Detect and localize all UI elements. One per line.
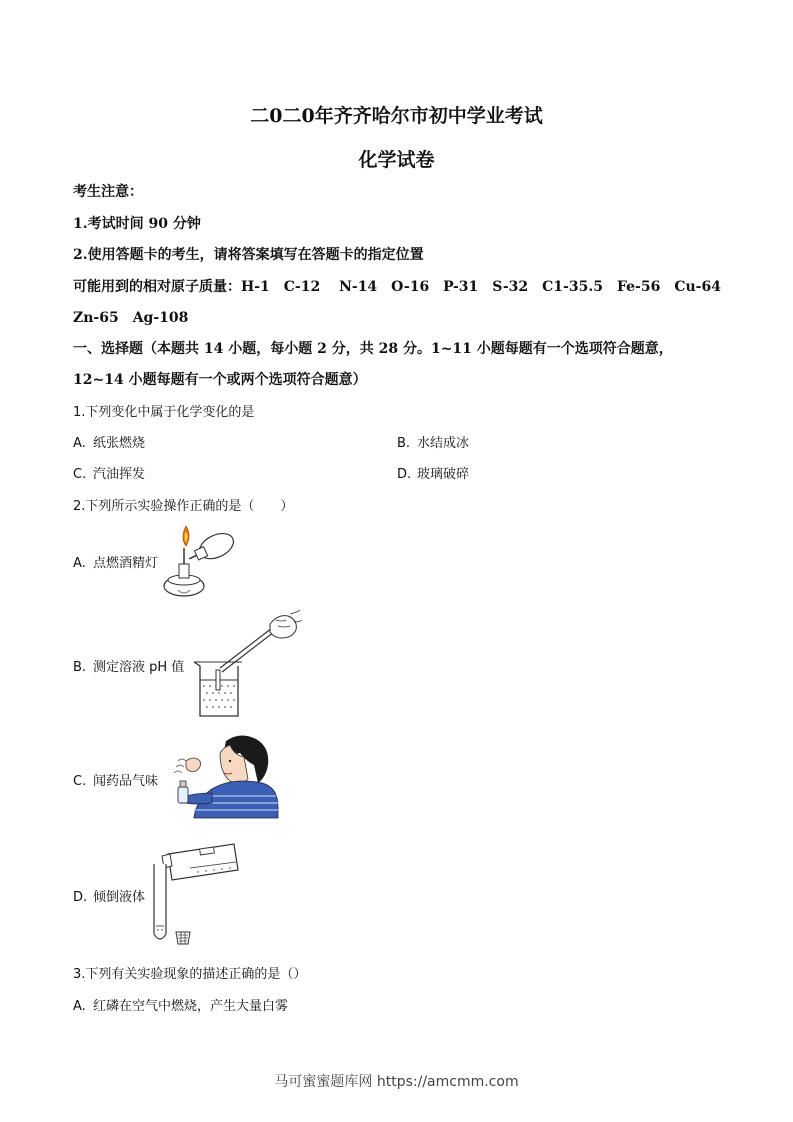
option-text: 倾倒液体 <box>93 890 146 905</box>
option-text: 水结成冰 <box>417 436 470 451</box>
question-1-option-b <box>397 432 469 451</box>
question-2-option-c <box>73 770 158 789</box>
exam-title: 二0二0年齐齐哈尔市初中学业考试 <box>250 105 543 127</box>
atomic-mass-line-2: Zn-65 Ag-108 <box>73 310 189 326</box>
option-letter: B. <box>397 436 411 451</box>
alcohol-lamp-lighting-icon <box>160 520 240 602</box>
option-letter: A. <box>73 436 86 451</box>
question-1-option-a <box>73 432 145 451</box>
smelling-chemical-icon <box>168 733 280 818</box>
option-text: 闻药品气味 <box>93 774 159 789</box>
question-2-option-b <box>73 656 184 675</box>
option-letter: A. <box>73 556 86 571</box>
question-2-option-a <box>73 552 158 571</box>
ph-test-beaker-icon <box>190 610 302 720</box>
question-1-option-d <box>397 463 469 482</box>
option-text: 玻璃破碎 <box>417 467 470 482</box>
option-text: 测定溶液 pH 值 <box>93 660 185 675</box>
section-1-instructions-line-1: 一、选择题（本题共 14 小题，每小题 2 分，共 28 分。1~11 小题每题有一个选项符合题意， <box>73 341 673 357</box>
question-2-stem: 2.下列所示实验操作正确的是（ ） <box>73 499 294 514</box>
option-text: 点燃酒精灯 <box>93 556 159 571</box>
option-letter: A. <box>73 999 86 1014</box>
option-letter: C. <box>73 774 87 789</box>
notice-heading: 考生注意： <box>73 184 143 200</box>
question-1-stem: 1.下列变化中属于化学变化的是 <box>73 405 255 420</box>
footer-watermark-link[interactable]: 马可蜜蜜题库网 https://amcmm.com <box>274 1074 519 1090</box>
question-2-option-d <box>73 886 145 905</box>
atomic-mass-line-1: 可能用到的相对原子质量：H-1 C-12 N-14 O-16 P-31 S-32 C1-35.5 Fe-56 Cu-64 <box>73 279 721 295</box>
option-letter: C. <box>73 467 87 482</box>
option-letter: D. <box>397 467 412 482</box>
question-3-stem: 3.下列有关实验现象的描述正确的是（） <box>73 967 307 982</box>
option-text: 红磷在空气中燃烧，产生大量白雾 <box>93 999 289 1014</box>
exam-subtitle: 化学试卷 <box>358 149 435 171</box>
option-text: 纸张燃烧 <box>93 436 146 451</box>
pouring-liquid-icon <box>150 840 250 945</box>
option-letter: D. <box>73 890 88 905</box>
question-3-option-a <box>73 995 288 1014</box>
notice-item-2: 2.使用答题卡的考生，请将答案填写在答题卡的指定位置 <box>73 247 424 263</box>
option-text: 汽油挥发 <box>93 467 146 482</box>
section-1-instructions-line-2: 12~14 小题每题有一个或两个选项符合题意） <box>73 372 367 388</box>
question-1-option-c <box>73 463 145 482</box>
option-letter: B. <box>73 660 87 675</box>
notice-item-1: 1.考试时间 90 分钟 <box>73 216 201 232</box>
